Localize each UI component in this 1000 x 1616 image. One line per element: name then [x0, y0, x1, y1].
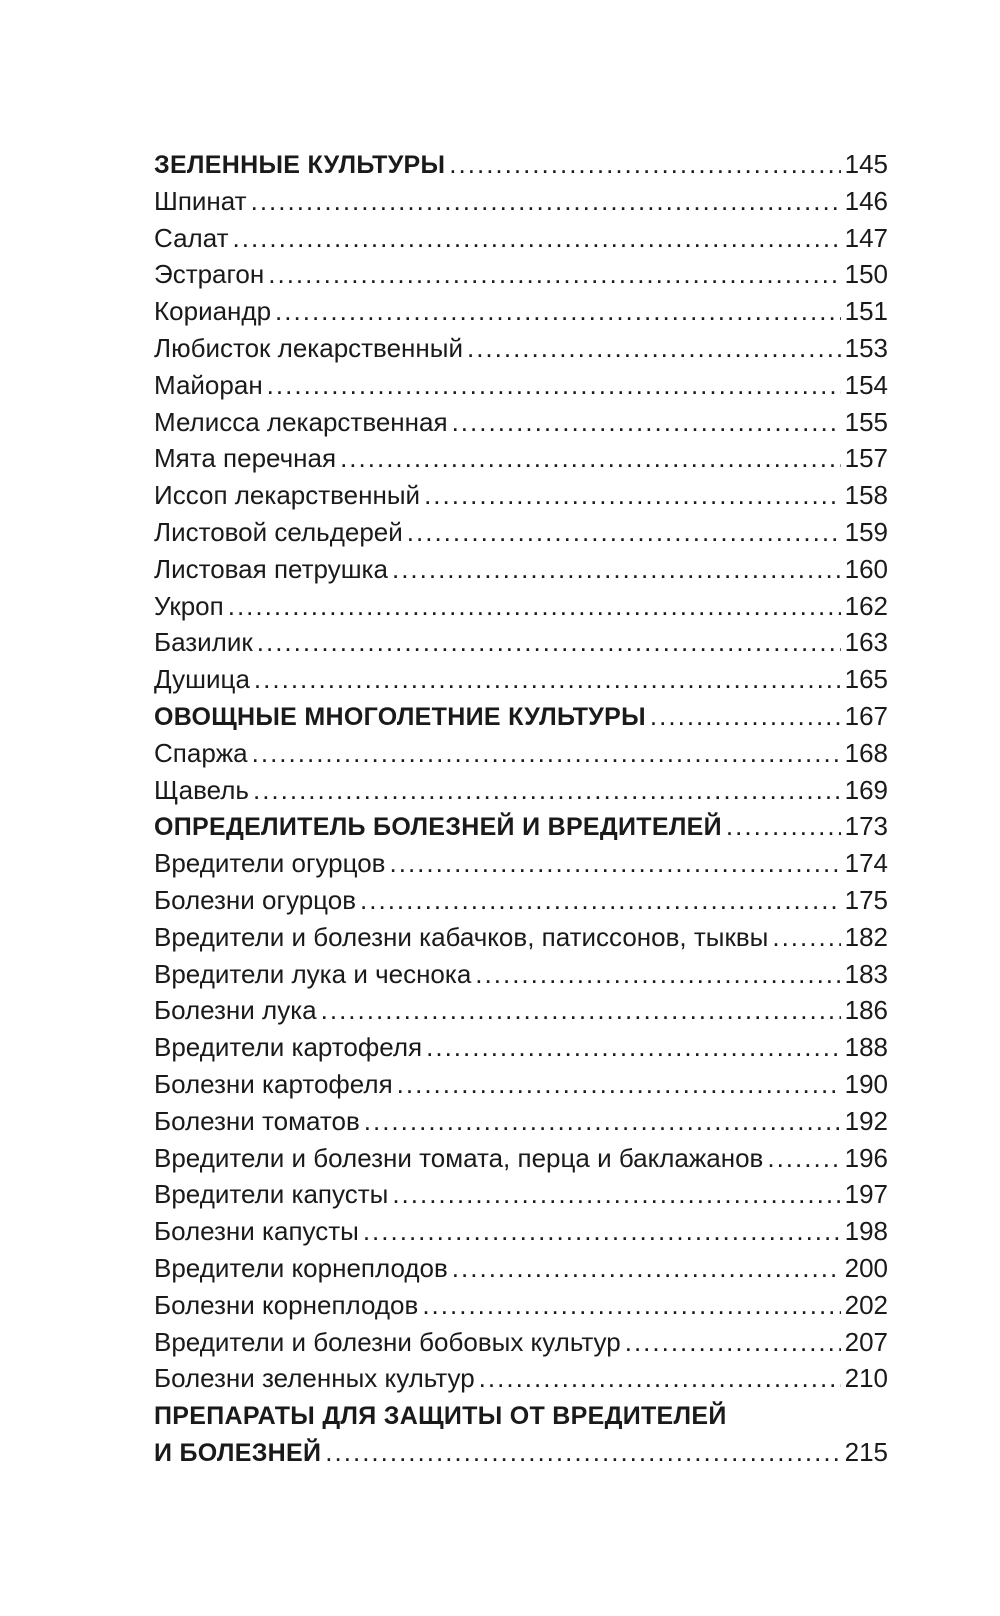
toc-entry-page: 188 — [844, 1032, 888, 1063]
toc-entry — [154, 956, 888, 993]
dot-leader — [449, 146, 840, 183]
dot-leader — [452, 1250, 841, 1287]
dot-leader — [467, 330, 841, 367]
toc-entry-title: Вредители капусты — [154, 1179, 389, 1210]
toc-entry — [154, 220, 888, 257]
toc-entry-page: 210 — [844, 1363, 888, 1394]
toc-entry — [154, 845, 888, 882]
toc-entry-page: 182 — [844, 921, 888, 952]
toc-entry-title: Листовой сельдерей — [154, 516, 403, 547]
toc-entry-title: Вредители корнеплодов — [154, 1252, 448, 1283]
dot-leader — [392, 551, 841, 588]
toc-entry-title: Иссоп лекарственный — [154, 480, 421, 511]
toc-entry — [154, 661, 888, 698]
toc-entry — [154, 588, 888, 625]
table-of-contents — [154, 146, 888, 1471]
dot-leader — [390, 845, 841, 882]
dot-leader — [340, 440, 841, 477]
toc-entry-title: Укроп — [154, 590, 224, 621]
toc-section-heading — [154, 1397, 888, 1434]
toc-entry-title: Вредители и болезни томата, перца и баклажанов — [154, 1142, 764, 1173]
toc-entry-page: 155 — [844, 406, 888, 437]
toc-entry — [154, 882, 888, 919]
toc-section-entry — [154, 808, 888, 845]
dot-leader — [422, 1287, 840, 1324]
toc-entry-title: Листовая петрушка — [154, 553, 388, 584]
toc-entry-title: Эстрагон — [154, 259, 265, 290]
toc-entry-title: ПРЕПАРАТЫ ДЛЯ ЗАЩИТЫ ОТ ВРЕДИТЕЛЕЙ — [154, 1402, 727, 1431]
toc-section-entry — [154, 1434, 888, 1471]
dot-leader — [325, 1434, 840, 1471]
toc-entry-title: Шпинат — [154, 185, 247, 216]
toc-entry — [154, 624, 888, 661]
toc-entry-title: Вредители и болезни бобовых культур — [154, 1326, 621, 1357]
toc-entry-page: 174 — [844, 848, 888, 879]
dot-leader — [475, 956, 840, 993]
toc-entry — [154, 330, 888, 367]
toc-entry — [154, 735, 888, 772]
toc-entry — [154, 514, 888, 551]
dot-leader — [233, 220, 841, 257]
toc-entry-page: 145 — [844, 149, 888, 179]
toc-entry-page: 196 — [844, 1142, 888, 1173]
dot-leader — [424, 477, 841, 514]
dot-leader — [228, 588, 841, 625]
toc-entry — [154, 1250, 888, 1287]
toc-entry-page: 197 — [844, 1179, 888, 1210]
toc-section-entry — [154, 698, 888, 735]
toc-entry-title: Вредители картофеля — [154, 1032, 423, 1063]
toc-entry-page: 215 — [844, 1436, 888, 1467]
toc-entry-page: 157 — [844, 443, 888, 474]
toc-entry-page: 147 — [844, 222, 888, 253]
dot-leader — [392, 1176, 840, 1213]
toc-entry-title: Вредители огурцов — [154, 848, 386, 879]
dot-leader — [726, 808, 841, 845]
toc-entry-title: И БОЛЕЗНЕЙ — [154, 1438, 322, 1467]
toc-entry — [154, 404, 888, 441]
toc-entry — [154, 183, 888, 220]
toc-entry-page: 153 — [844, 332, 888, 363]
dot-leader — [650, 698, 841, 735]
toc-entry-title: Болезни картофеля — [154, 1068, 393, 1099]
toc-entry-title: Болезни корнеплодов — [154, 1289, 419, 1320]
toc-entry — [154, 256, 888, 293]
toc-entry-title: Салат — [154, 222, 229, 253]
toc-entry — [154, 440, 888, 477]
toc-entry — [154, 1213, 888, 1250]
dot-leader — [360, 882, 841, 919]
toc-entry-page: 173 — [844, 811, 888, 842]
toc-entry-title: Любисток лекарственный — [154, 332, 463, 363]
toc-entry-page: 167 — [844, 700, 888, 731]
toc-entry-page: 190 — [844, 1068, 888, 1099]
dot-leader — [267, 367, 841, 404]
toc-entry — [154, 1066, 888, 1103]
toc-entry-title: Мята перечная — [154, 443, 337, 474]
toc-entry-page: 175 — [844, 884, 888, 915]
dot-leader — [772, 919, 840, 956]
toc-entry-title: Вредители лука и чеснока — [154, 958, 472, 989]
toc-entry-page: 168 — [844, 737, 888, 768]
toc-entry-page: 186 — [844, 995, 888, 1026]
dot-leader — [767, 1140, 840, 1177]
toc-entry — [154, 919, 888, 956]
toc-entry-page: 169 — [844, 774, 888, 805]
dot-leader — [268, 256, 840, 293]
toc-entry-page: 192 — [844, 1105, 888, 1136]
toc-entry — [154, 1360, 888, 1397]
toc-section-entry — [154, 146, 888, 183]
toc-entry-title: Болезни лука — [154, 995, 317, 1026]
toc-entry-page: 165 — [844, 664, 888, 695]
toc-entry — [154, 1140, 888, 1177]
toc-entry — [154, 477, 888, 514]
toc-entry-title: Спаржа — [154, 737, 248, 768]
toc-entry-title: Щавель — [154, 774, 249, 805]
dot-leader — [407, 514, 841, 551]
toc-entry-page: 200 — [844, 1252, 888, 1283]
toc-entry — [154, 1324, 888, 1361]
toc-entry-page: 207 — [844, 1326, 888, 1357]
toc-entry — [154, 1029, 888, 1066]
toc-entry-page: 162 — [844, 590, 888, 621]
dot-leader — [254, 661, 841, 698]
dot-leader — [364, 1103, 841, 1140]
toc-entry-page: 202 — [844, 1289, 888, 1320]
dot-leader — [363, 1213, 841, 1250]
toc-entry-page: 151 — [844, 296, 888, 327]
toc-entry — [154, 1176, 888, 1213]
toc-entry — [154, 1287, 888, 1324]
toc-entry-title: Болезни зеленных культур — [154, 1363, 475, 1394]
dot-leader — [275, 293, 841, 330]
toc-entry — [154, 992, 888, 1029]
toc-entries — [154, 146, 888, 1397]
toc-entry-title: ЗЕЛЕННЫЕ КУЛЬТУРЫ — [154, 151, 446, 179]
toc-entry — [154, 367, 888, 404]
toc-entry — [154, 1103, 888, 1140]
toc-entry-title: Кориандр — [154, 296, 272, 327]
toc-entry-page: 160 — [844, 553, 888, 584]
toc-entry-title: ОПРЕДЕЛИТЕЛЬ БОЛЕЗНЕЙ И ВРЕДИТЕЛЕЙ — [154, 813, 722, 842]
toc-entry-title: Вредители и болезни кабачков, патиссонов, тыквы — [154, 921, 769, 952]
toc-entry-title: Душица — [154, 664, 250, 695]
toc-entry-title: Болезни огурцов — [154, 884, 357, 915]
toc-entry-page: 163 — [844, 627, 888, 658]
dot-leader — [251, 183, 841, 220]
toc-entry-page: 183 — [844, 958, 888, 989]
toc-entry — [154, 551, 888, 588]
dot-leader — [252, 735, 841, 772]
toc-entry-page: 158 — [844, 480, 888, 511]
toc-entry-title: Базилик — [154, 627, 253, 658]
toc-entry-title: Болезни капусты — [154, 1216, 359, 1247]
dot-leader — [397, 1066, 841, 1103]
dot-leader — [452, 404, 841, 441]
toc-entry-page: 150 — [844, 259, 888, 290]
toc-entry-page: 146 — [844, 185, 888, 216]
dot-leader — [321, 992, 841, 1029]
dot-leader — [253, 772, 841, 809]
toc-entry — [154, 772, 888, 809]
toc-entry-page: 198 — [844, 1216, 888, 1247]
dot-leader — [257, 624, 841, 661]
toc-entry-page: 154 — [844, 369, 888, 400]
toc-entry-title: Майоран — [154, 369, 263, 400]
toc-entry-title: ОВОЩНЫЕ МНОГОЛЕТНИЕ КУЛЬТУРЫ — [154, 702, 646, 731]
toc-entry — [154, 293, 888, 330]
toc-entry-page: 159 — [844, 516, 888, 547]
toc-entry-title: Мелисса лекарственная — [154, 406, 448, 437]
dot-leader — [426, 1029, 840, 1066]
dot-leader — [625, 1324, 841, 1361]
toc-entry-title: Болезни томатов — [154, 1105, 360, 1136]
dot-leader — [479, 1360, 841, 1397]
